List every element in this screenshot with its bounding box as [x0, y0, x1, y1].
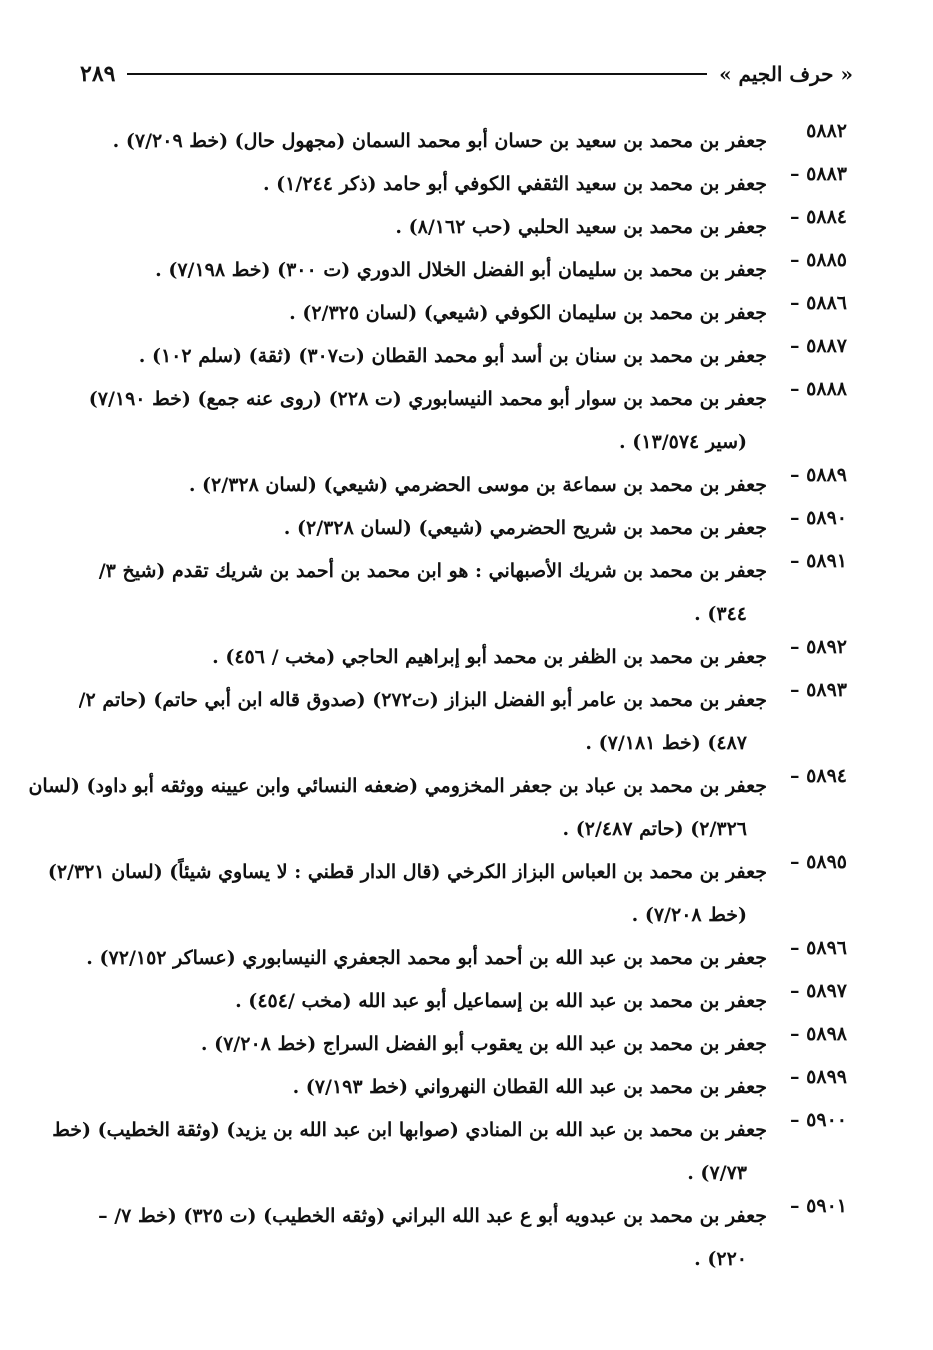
entry-text	[86, 1195, 767, 1281]
entry-number: ٥٨٨٨ –	[790, 378, 847, 400]
entry-text	[86, 206, 767, 249]
list-item	[28, 765, 847, 851]
entry-number: ٥٨٩٢ –	[790, 636, 847, 658]
entry-text	[86, 937, 767, 980]
list-item	[86, 1066, 847, 1109]
entry-number: ٥٨٩٥ –	[790, 851, 847, 873]
page-header	[80, 56, 853, 92]
entry-number: ٥٨٩٦ –	[790, 937, 847, 959]
entry-number: ٥٨٨٤ –	[790, 206, 847, 228]
entry-line: جعفر بن محمد بن العباس البزاز الكرخي (قال الدار قطني : لا يساوي شيئاً) (لسان ٢/٣٢١)	[47, 861, 767, 883]
list-item	[86, 206, 847, 249]
entry-number: ٥٨٩٤ –	[790, 765, 847, 787]
entry-text	[86, 378, 767, 464]
entry-line: ٢٢٠) .	[694, 1248, 747, 1270]
entry-line: ٢/٣٢٦) (حاتم ٢/٤٨٧) .	[562, 818, 747, 840]
list-item	[86, 335, 847, 378]
entry-line: جعفر بن محمد بن سعيد بن حسان أبو محمد السمان (مجهول حال) (خط ٧/٢٠٩) .	[112, 130, 767, 152]
entry-text	[86, 507, 767, 550]
entry-text	[86, 335, 767, 378]
entry-number: ٥٨٩١ –	[790, 550, 847, 572]
entry-text	[28, 765, 767, 851]
entry-number: ٥٨٨٢	[806, 120, 847, 142]
entry-number: ٥٨٩٧ –	[790, 980, 847, 1002]
entry-line: جعفر بن محمد بن شريك الأصبهاني : هو ابن محمد بن أحمد بن شريك تقدم (شيخ ٣/	[98, 560, 767, 582]
list-item	[86, 163, 847, 206]
entry-number: ٥٨٩٣ –	[790, 679, 847, 701]
list-item	[86, 464, 847, 507]
page-number: ٢٨٩	[80, 61, 116, 87]
entry-number: ٥٨٨٧ –	[790, 335, 847, 357]
entry-line: جعفر بن محمد بن سليمان الكوفي (شيعي) (لسان ٢/٣٢٥) .	[289, 302, 767, 324]
entry-text	[86, 464, 767, 507]
list-item	[86, 378, 847, 464]
entry-line: جعفر بن محمد بن عبد الله بن المنادي (صوابها ابن عبد الله بن يزيد) (وثقة الخطيب) (خط	[52, 1119, 767, 1141]
entry-line: جعفر بن محمد بن سليمان أبو الفضل الخلال الدوري (ت ٣٠٠) (خط ٧/١٩٨) .	[155, 259, 767, 281]
header-rule	[127, 73, 707, 75]
entry-number: ٥٨٨٣ –	[790, 163, 847, 185]
entry-text	[86, 249, 767, 292]
list-item	[86, 1195, 847, 1281]
list-item	[78, 679, 847, 765]
entry-line: جعفر بن محمد بن عامر أبو الفضل البزاز (ت٢٧٢) (صدوق قاله ابن أبي حاتم) (حاتم ٢/	[78, 689, 767, 711]
entry-line: جعفر بن محمد بن عبدويه أبو ع عبد الله البراني (وثقه الخطيب) (ت ٣٢٥) (خط ٧/ –	[98, 1205, 767, 1227]
list-item	[86, 1023, 847, 1066]
entry-line: جعفر بن محمد بن عبد الله بن يعقوب أبو الفضل السراج (خط ٧/٢٠٨) .	[200, 1033, 767, 1055]
entry-text	[52, 1109, 767, 1195]
entry-line: جعفر بن محمد بن شريح الحضرمي (شيعي) (لسان ٢/٣٢٨) .	[283, 517, 767, 539]
entry-line: ٤٨٧) (خط ٧/١٨١) .	[585, 732, 747, 754]
entry-number: ٥٩٠٠ –	[790, 1109, 847, 1131]
entry-text	[86, 163, 767, 206]
entry-text	[86, 636, 767, 679]
list-item	[52, 1109, 847, 1195]
entry-text	[86, 550, 767, 636]
entry-number: ٥٨٨٩ –	[790, 464, 847, 486]
list-item	[86, 980, 847, 1023]
entry-line: جعفر بن محمد بن عباد بن جعفر المخزومي (ضعفه النسائي وابن عيينه ووثقه أبو داود) (لسان	[28, 775, 767, 797]
chapter-title: « حرف الجيم »	[719, 62, 853, 86]
entry-text	[86, 1066, 767, 1109]
entry-number: ٥٨٩٨ –	[790, 1023, 847, 1045]
entry-number: ٥٨٩٠ –	[790, 507, 847, 529]
entry-line: جعفر بن محمد بن الظفر بن محمد أبو إبراهيم الحاجي (مخب / ٤٥٦) .	[212, 646, 767, 668]
entry-line: جعفر بن محمد بن سوار أبو محمد النيسابوري (ت ٢٢٨) (روى عنه جمع) (خط ٧/١٩٠)	[88, 388, 767, 410]
entry-text	[86, 120, 767, 163]
entry-line: جعفر بن محمد بن سعيد الحلبي (حب ٨/١٦٢) .	[395, 216, 767, 238]
entry-number: ٥٨٨٦ –	[790, 292, 847, 314]
entry-text	[86, 1023, 767, 1066]
entry-number: ٥٨٩٩ –	[790, 1066, 847, 1088]
entry-line: جعفر بن محمد بن سنان بن أسد أبو محمد القطان (ت٣٠٧) (ثقة) (سلم ١٠٢) .	[138, 345, 767, 367]
entry-line: (خط ٧/٢٠٨) .	[631, 904, 747, 926]
list-item	[86, 120, 847, 163]
entry-number: ٥٨٨٥ –	[790, 249, 847, 271]
entry-line: جعفر بن محمد بن عبد الله القطان النهرواني (خط ٧/١٩٣) .	[292, 1076, 767, 1098]
entry-text	[86, 292, 767, 335]
list-item	[86, 507, 847, 550]
entry-line: ٣٤٤) .	[694, 603, 747, 625]
list-item	[86, 292, 847, 335]
list-item	[86, 937, 847, 980]
list-item	[86, 249, 847, 292]
entry-list	[28, 120, 847, 1281]
entry-text	[48, 851, 767, 937]
entry-text	[86, 980, 767, 1023]
entry-line: جعفر بن محمد بن سعيد الثقفي الكوفي أبو حامد (ذكر ١/٢٤٤) .	[262, 173, 767, 195]
entry-text	[79, 679, 767, 765]
entry-line: جعفر بن محمد بن سماعة بن موسى الحضرمي (شيعي) (لسان ٢/٣٢٨) .	[188, 474, 767, 496]
entry-line: جعفر بن محمد بن عبد الله بن إسماعيل أبو عبد الله (مخب /٤٥٤) .	[235, 990, 767, 1012]
list-item	[86, 550, 847, 636]
entry-number: ٥٩٠١ –	[790, 1195, 847, 1217]
entry-line: (سير ١٣/٥٧٤) .	[619, 431, 747, 453]
entry-line: ٧/٧٣) .	[687, 1162, 747, 1184]
list-item	[86, 636, 847, 679]
entry-line: جعفر بن محمد بن عبد الله بن أحمد أبو محمد الجعفري النيسابوري (عساكر ٧٢/١٥٢) .	[86, 947, 767, 969]
list-item	[47, 851, 847, 937]
